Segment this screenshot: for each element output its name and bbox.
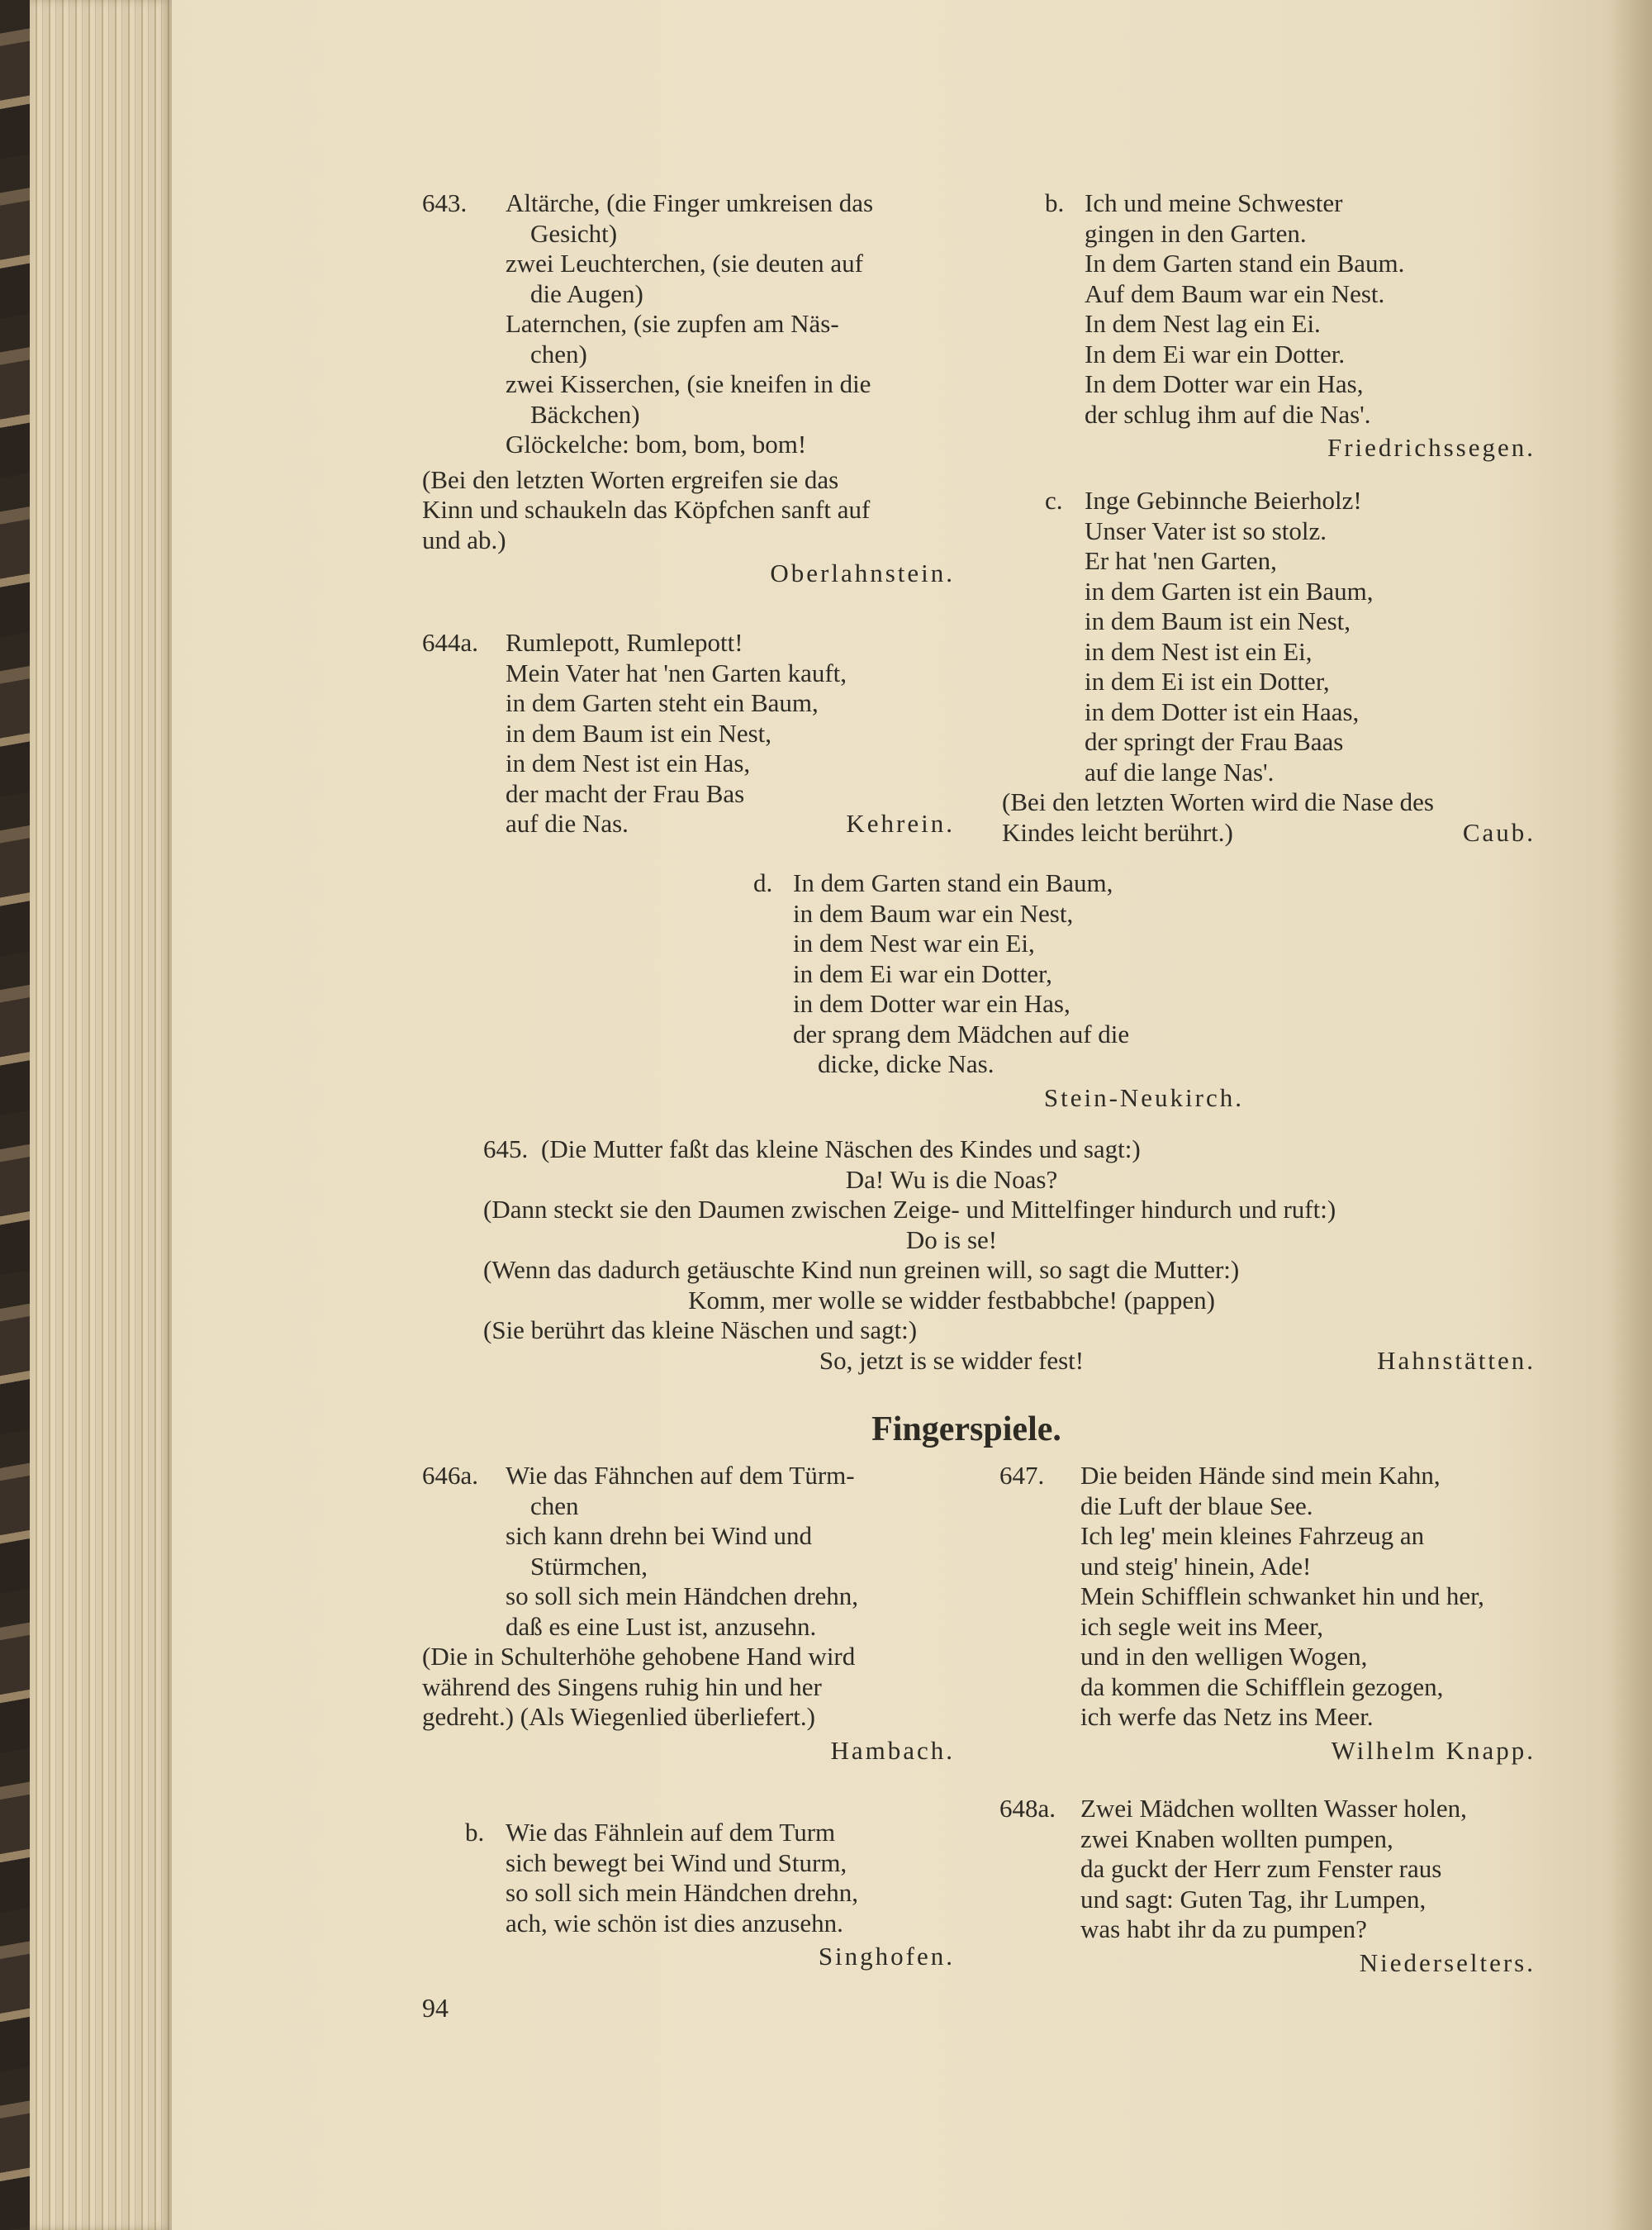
line-text: in dem Baum ist ein Nest,	[506, 718, 772, 748]
source-location	[422, 1942, 955, 1972]
line-text: Singhofen.	[818, 1942, 955, 1971]
text-line	[422, 1848, 955, 1879]
text-line	[422, 1491, 955, 1522]
text-line	[422, 719, 955, 749]
text-line	[753, 929, 1244, 959]
line-text: Hambach.	[830, 1735, 955, 1765]
line-text: sich kann drehn bei Wind und	[506, 1521, 812, 1550]
line-text: Die beiden Hände sind mein Kahn,	[1080, 1461, 1441, 1490]
text-line	[422, 340, 955, 370]
entry-number: b.	[1045, 188, 1065, 217]
line-text: Auf dem Baum war ein Nest.	[1085, 278, 1385, 308]
text-line	[999, 1885, 1536, 1915]
line-text: In dem Nest lag ein Ei.	[1085, 309, 1321, 338]
line-text: die Augen)	[530, 278, 643, 308]
text-line	[1002, 369, 1536, 400]
entry-number: 643.	[422, 188, 468, 217]
line-text: Do is se!	[905, 1224, 998, 1254]
text-line	[999, 1461, 1536, 1491]
text-line	[1002, 219, 1536, 250]
text-line	[422, 779, 955, 810]
source-location	[753, 1083, 1244, 1114]
text-line	[422, 1581, 955, 1612]
line-text: da kommen die Schifflein gezogen,	[1080, 1671, 1444, 1701]
line-text: in dem Nest ist ein Has,	[506, 749, 751, 777]
line-text: chen)	[530, 339, 587, 368]
text-line	[1002, 606, 1536, 637]
line-text: zwei Knaben wollten pumpen,	[1080, 1823, 1393, 1853]
line-text: Laternchen, (sie zupfen am Näs-	[506, 309, 839, 338]
page-number: 94	[422, 1993, 449, 2023]
text-line	[999, 1702, 1536, 1733]
line-text: Ich und meine Schwester	[1085, 188, 1343, 217]
line-text: in dem Baum war ein Nest,	[793, 898, 1074, 928]
line-text: (Dann steckt sie den Daumen zwischen Zeige- und Mittelfinger hindurch und ruft:)	[483, 1195, 1336, 1224]
text-line	[422, 309, 955, 340]
line-text: Oberlahnstein.	[770, 559, 955, 587]
entry-number: 648a.	[999, 1794, 1056, 1823]
text-line	[483, 1315, 1536, 1346]
line-text: In dem Garten stand ein Baum.	[1085, 249, 1405, 278]
text-line	[1002, 667, 1536, 697]
entry-647	[999, 1461, 1536, 1766]
line-text: Ich leg' mein kleines Fahrzeug an	[1080, 1521, 1425, 1550]
text-line	[753, 959, 1244, 990]
text-line	[753, 1020, 1244, 1050]
text-line	[1002, 486, 1536, 516]
line-text: der macht der Frau Bas	[506, 778, 745, 808]
text-line	[1002, 400, 1536, 430]
line-text: Unser Vater ist so stolz.	[1085, 516, 1327, 545]
text-line	[422, 1521, 955, 1552]
text-line	[422, 1461, 955, 1491]
line-text: Wie das Fähnchen auf dem Türm-	[506, 1461, 855, 1490]
text-line	[1002, 577, 1536, 607]
line-text: auf die lange Nas'.	[1085, 757, 1275, 787]
text-line	[422, 219, 955, 250]
line-text: in dem Ei ist ein Dotter,	[1085, 667, 1330, 696]
entry-644d	[753, 868, 1244, 1113]
line-text: Zwei Mädchen wollten Wasser holen,	[1080, 1794, 1467, 1823]
text-line	[422, 400, 955, 430]
source-location	[422, 1736, 955, 1766]
text-line	[483, 1134, 1536, 1165]
text-line	[753, 899, 1244, 930]
text-line	[999, 1491, 1536, 1522]
line-text: Er hat 'nen Garten,	[1085, 546, 1277, 575]
line-text: Glöckelche: bom, bom, bom!	[506, 430, 807, 459]
line-text: in dem Nest ist ein Ei,	[1085, 636, 1313, 666]
line-text: da guckt der Herr zum Fenster raus	[1080, 1854, 1442, 1883]
book-cover-edge	[0, 0, 30, 2230]
source-location	[999, 1736, 1536, 1766]
line-text: und sagt: Guten Tag, ihr Lumpen,	[1080, 1884, 1427, 1914]
text-line	[1002, 727, 1536, 758]
line-text: gingen in den Garten.	[1085, 218, 1307, 248]
entry-643	[422, 188, 955, 589]
text-line	[1002, 787, 1536, 818]
line-text: In dem Garten stand ein Baum,	[793, 868, 1113, 897]
entry-number: 647.	[999, 1461, 1045, 1490]
line-text: zwei Kisserchen, (sie kneifen in die	[506, 369, 871, 398]
text-line	[422, 1612, 955, 1643]
line-text: in dem Garten ist ein Baum,	[1085, 576, 1374, 606]
text-line	[483, 1346, 1536, 1377]
line-text: auf die Nas.	[506, 809, 629, 838]
text-line	[1002, 279, 1536, 310]
line-text: Da! Wu is die Noas?	[845, 1164, 1058, 1194]
line-text: Rumlepott, Rumlepott!	[506, 628, 743, 657]
line-text: daß es eine Lust ist, anzusehn.	[506, 1611, 817, 1641]
line-text: in dem Ei war ein Dotter,	[793, 958, 1052, 988]
entry-646a	[422, 1461, 955, 1766]
text-line	[999, 1672, 1536, 1703]
line-text: Bäckchen)	[530, 399, 640, 429]
line-text: Mein Schifflein schwanket hin und her,	[1080, 1581, 1484, 1610]
text-line	[999, 1794, 1536, 1824]
entry-648a	[999, 1794, 1536, 1978]
entry-644a	[422, 628, 955, 839]
text-line	[999, 1581, 1536, 1612]
line-text: sich bewegt bei Wind und Sturm,	[506, 1847, 847, 1877]
line-text: während des Singens ruhig hin und her	[422, 1671, 822, 1701]
text-line	[422, 688, 955, 719]
text-line	[1002, 249, 1536, 279]
text-line	[999, 1642, 1536, 1672]
line-text: und ab.)	[422, 525, 506, 554]
text-line	[483, 1165, 1536, 1196]
text-line	[422, 465, 955, 496]
text-line	[422, 249, 955, 279]
section-heading: Fingerspiele.	[871, 1410, 1061, 1448]
line-text: Kinn und schaukeln das Köpfchen sanft auf	[422, 495, 871, 524]
text-line	[999, 1552, 1536, 1582]
line-text: der sprang dem Mädchen auf die	[793, 1019, 1130, 1048]
text-line	[1002, 818, 1536, 849]
text-line	[422, 1552, 955, 1582]
line-text: so soll sich mein Händchen drehn,	[506, 1878, 859, 1907]
source-location	[1002, 433, 1536, 464]
text-line	[999, 1914, 1536, 1945]
line-text: der springt der Frau Baas	[1085, 727, 1344, 756]
line-text: Kindes leicht berührt.)	[1002, 817, 1233, 847]
line-text: Wilhelm Knapp.	[1331, 1735, 1536, 1765]
text-line	[422, 279, 955, 310]
entry-644c	[1002, 486, 1536, 848]
line-text: in dem Nest war ein Ei,	[793, 929, 1035, 958]
text-line	[753, 989, 1244, 1020]
line-text: Stürmchen,	[530, 1551, 648, 1581]
entry-number: c.	[1045, 486, 1063, 515]
line-text: In dem Dotter war ein Has,	[1085, 369, 1364, 398]
entry-646b	[422, 1818, 955, 1972]
text-line	[422, 628, 955, 659]
line-text: in dem Dotter ist ein Haas,	[1085, 697, 1360, 726]
text-line	[483, 1225, 1536, 1256]
line-text: Niederselters.	[1359, 1947, 1536, 1977]
text-line	[483, 1286, 1536, 1316]
text-line	[1002, 309, 1536, 340]
text-line	[422, 749, 955, 779]
line-text: Gesicht)	[530, 218, 618, 248]
text-line	[422, 659, 955, 689]
text-line	[422, 495, 955, 525]
text-line	[1002, 758, 1536, 788]
line-text: in dem Dotter war ein Has,	[793, 989, 1070, 1018]
entry-645	[483, 1134, 1536, 1376]
source-location	[999, 1948, 1536, 1979]
source-location: Caub.	[1462, 817, 1536, 847]
text-line	[422, 1642, 955, 1672]
text-line	[1002, 188, 1536, 219]
text-line	[753, 1049, 1244, 1080]
entry-number: 646a.	[422, 1461, 479, 1490]
entry-number: 645.	[483, 1134, 529, 1163]
text-line	[422, 1672, 955, 1703]
line-text: und in den welligen Wogen,	[1080, 1642, 1368, 1671]
line-text: was habt ihr da zu pumpen?	[1080, 1914, 1367, 1943]
line-text: (Sie berührt das kleine Näschen und sagt:)	[483, 1315, 918, 1344]
source-location	[422, 559, 955, 589]
line-text: chen	[530, 1491, 579, 1520]
entry-number: d.	[753, 868, 773, 897]
line-text: die Luft der blaue See.	[1080, 1491, 1313, 1520]
line-text: Friedrichssegen.	[1327, 433, 1536, 462]
line-text: zwei Leuchterchen, (sie deuten auf	[506, 249, 863, 278]
line-text: gedreht.) (Als Wiegenlied überliefert.)	[422, 1702, 815, 1731]
page-gutter-shadow	[1611, 0, 1652, 2230]
text-line	[422, 430, 955, 460]
line-text: Mein Vater hat 'nen Garten kauft,	[506, 658, 847, 687]
text-line	[999, 1521, 1536, 1552]
source-location: Kehrein.	[846, 809, 955, 838]
line-text: ich segle weit ins Meer,	[1080, 1611, 1324, 1641]
text-line	[999, 1854, 1536, 1885]
text-line	[422, 369, 955, 400]
line-text: in dem Baum ist ein Nest,	[1085, 606, 1351, 635]
line-text: der schlug ihm auf die Nas'.	[1085, 399, 1371, 429]
text-line	[422, 1878, 955, 1909]
text-line	[1002, 637, 1536, 668]
text-line	[422, 1818, 955, 1848]
text-line	[422, 809, 955, 839]
source-location: Hahnstätten.	[1377, 1345, 1536, 1375]
text-line	[422, 188, 955, 219]
entry-number: 644a.	[422, 628, 479, 657]
text-line	[422, 525, 955, 556]
line-text: Altärche, (die Finger umkreisen das	[506, 188, 874, 217]
line-text: (Bei den letzten Worten ergreifen sie das	[422, 464, 839, 494]
text-line	[483, 1255, 1536, 1286]
text-line	[753, 868, 1244, 899]
line-text: (Bei den letzten Worten wird die Nase des	[1002, 787, 1434, 816]
line-text: (Wenn das dadurch getäuschte Kind nun greinen will, so sagt die Mutter:)	[483, 1255, 1240, 1284]
line-text: (Die Mutter faßt das kleine Näschen des Kindes und sagt:)	[541, 1134, 1141, 1163]
line-text: Inge Gebinnche Beierholz!	[1085, 486, 1362, 515]
line-text: und steig' hinein, Ade!	[1080, 1551, 1312, 1581]
line-text: ich werfe das Netz ins Meer.	[1080, 1702, 1374, 1731]
text-line	[999, 1612, 1536, 1643]
entry-644b	[1002, 188, 1536, 464]
line-text: Komm, mer wolle se widder festbabbche! (pappen)	[688, 1285, 1215, 1315]
text-line	[483, 1195, 1536, 1225]
entry-number: b.	[465, 1818, 485, 1847]
text-line	[1002, 546, 1536, 577]
line-text: So, jetzt is se widder fest!	[819, 1345, 1085, 1375]
text-line	[1002, 516, 1536, 547]
line-text: ach, wie schön ist dies anzusehn.	[506, 1908, 843, 1938]
text-line	[999, 1824, 1536, 1855]
text-line	[1002, 697, 1536, 728]
page-stack-edges	[30, 0, 172, 2230]
line-text: Stein-Neukirch.	[1043, 1082, 1244, 1112]
text-line	[1002, 340, 1536, 370]
line-text: In dem Ei war ein Dotter.	[1085, 339, 1346, 368]
line-text: so soll sich mein Händchen drehn,	[506, 1581, 859, 1610]
line-text: (Die in Schulterhöhe gehobene Hand wird	[422, 1642, 856, 1671]
line-text: in dem Garten steht ein Baum,	[506, 688, 819, 717]
line-text: dicke, dicke Nas.	[818, 1049, 995, 1078]
text-line	[422, 1909, 955, 1939]
line-text: Wie das Fähnlein auf dem Turm	[506, 1818, 836, 1847]
text-line	[422, 1702, 955, 1733]
